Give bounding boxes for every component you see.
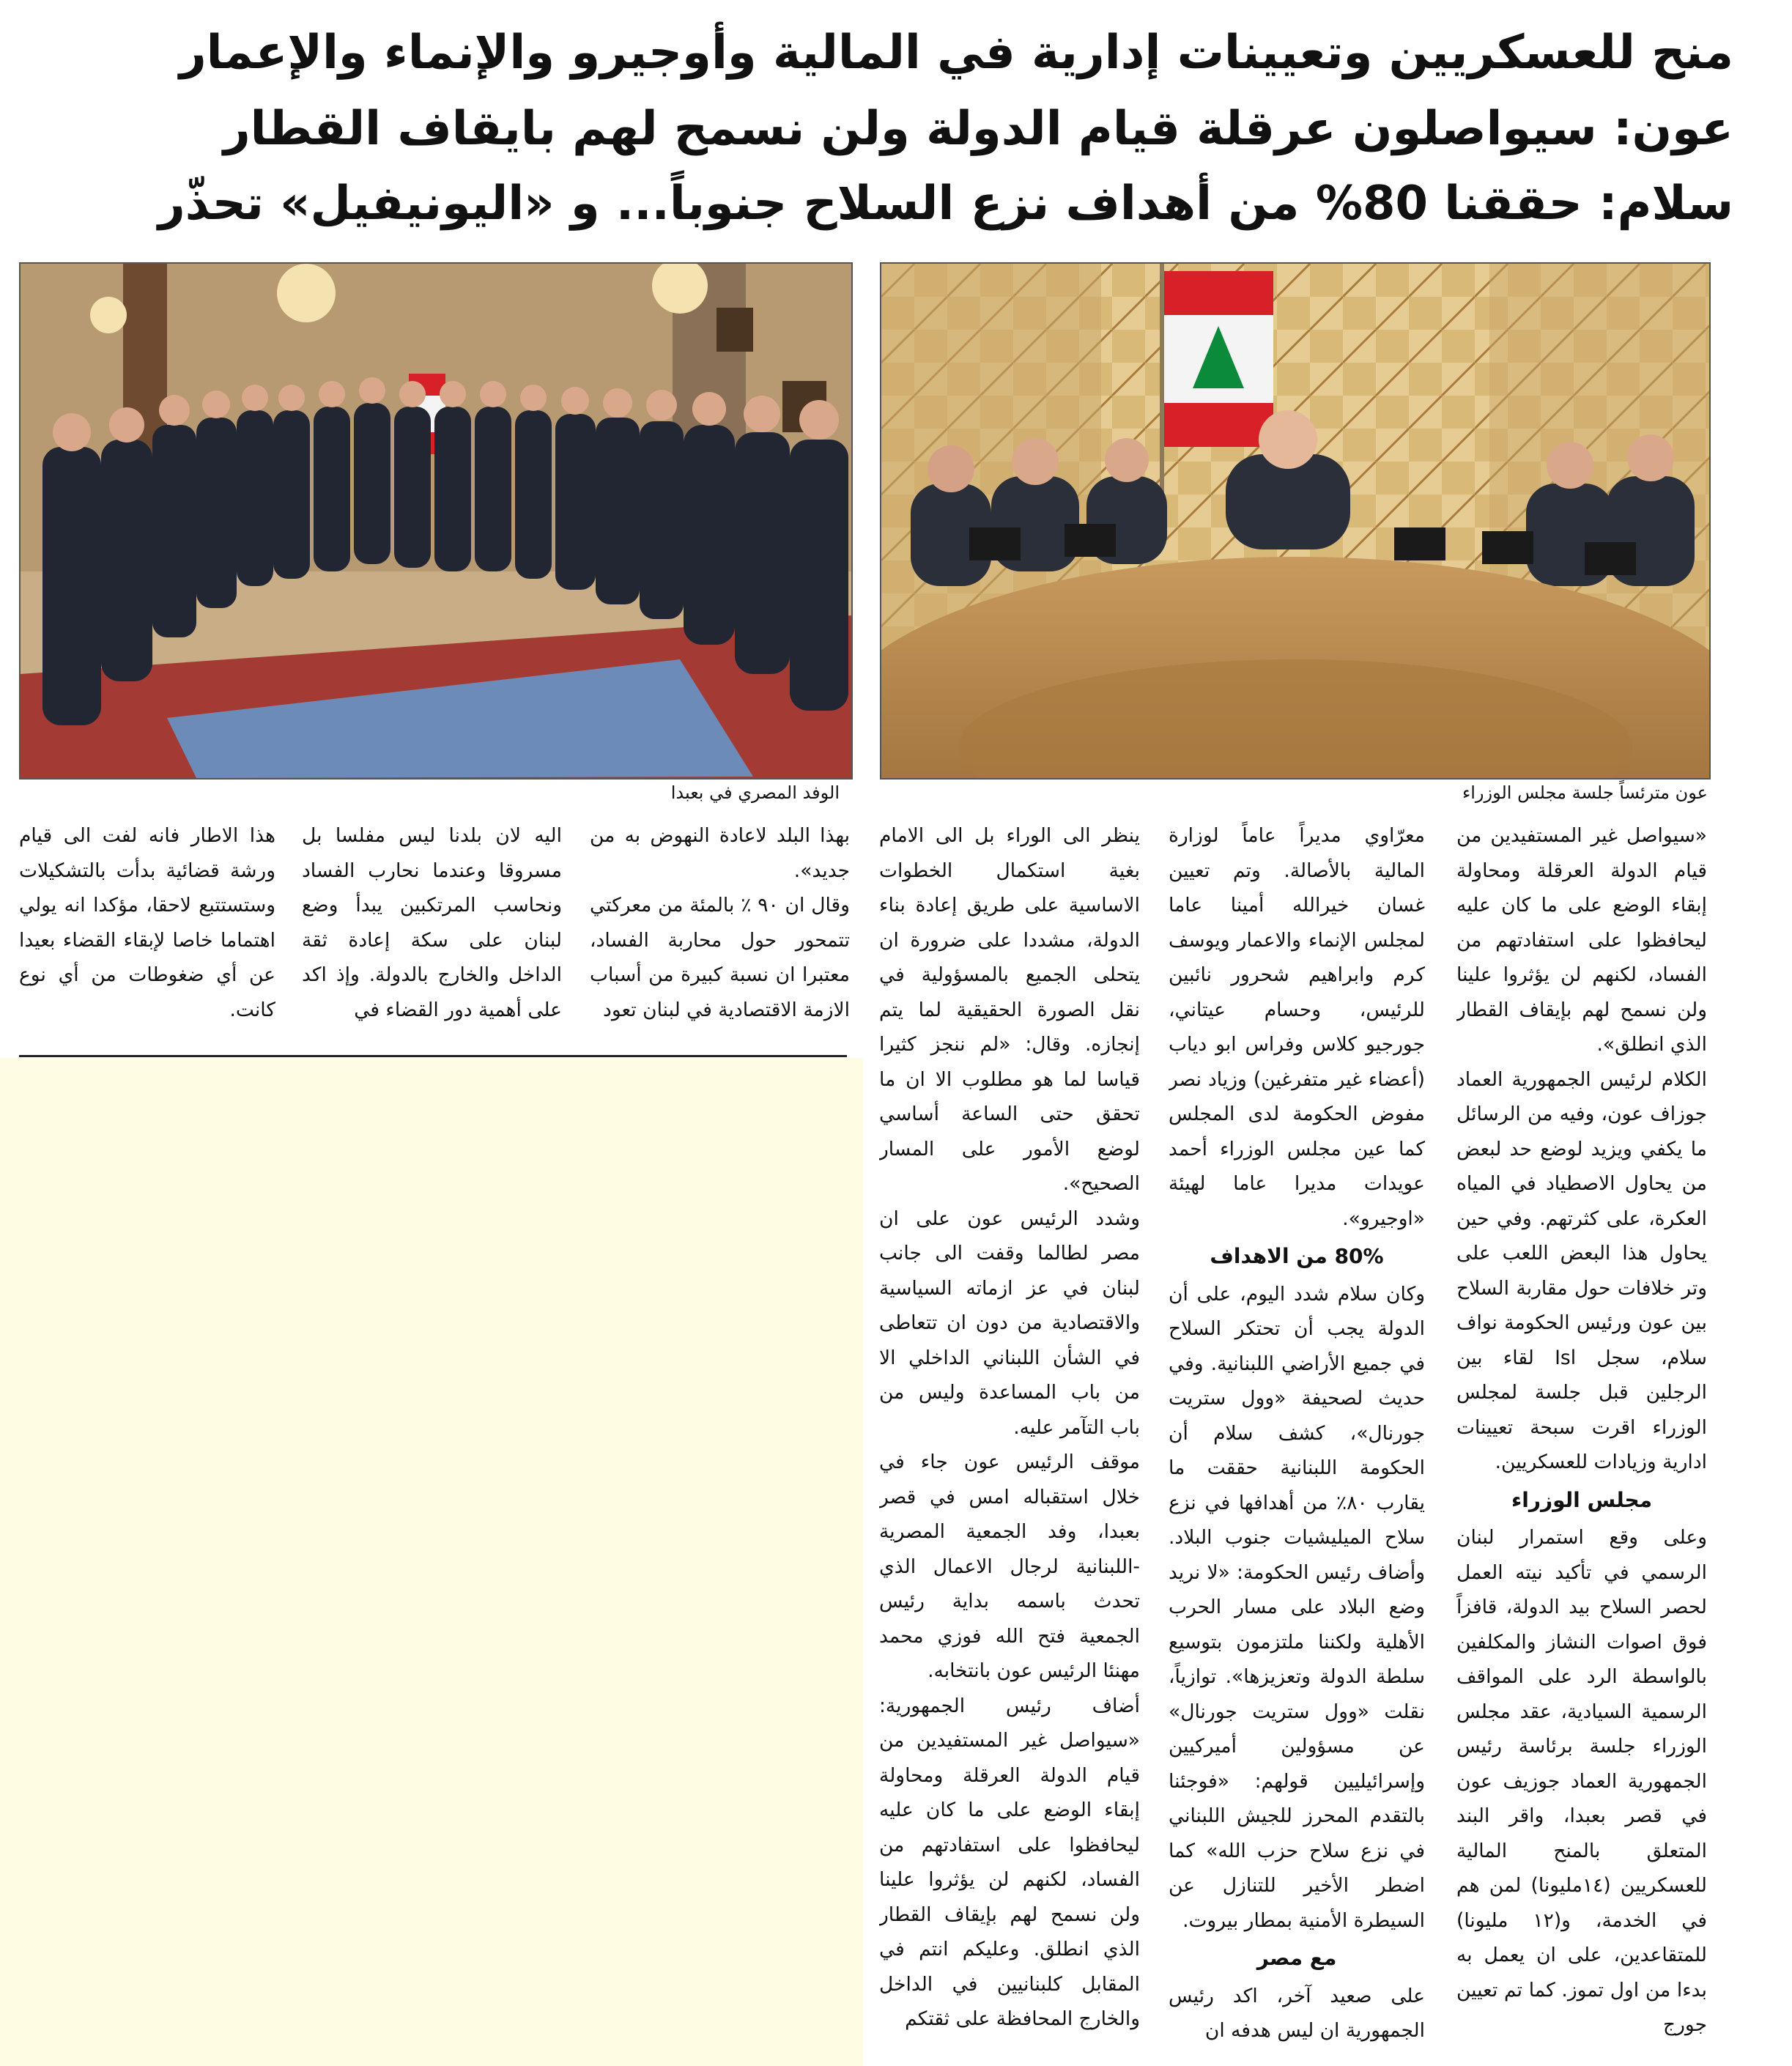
paragraph: ينظر الى الوراء بل الى الامام بغية استكمال الخطوات الاساسية على طريق إعادة بناء الدولة، مشددا على ضرورة ان يتحلى الجميع بالمسؤولية في نقل الصورة الحقيقية لما يتم إنجازه. وقال: «لم ننجز كثيرا قياسا لما هو مطلوب الا ان ما تحقق حتى الساعة أساسي لوضع الأمور على المسار الصحيح». (879, 824, 1140, 1195)
delegation-photo (19, 262, 853, 780)
paragraph: بهذا البلد لاعادة النهوض به من جديد». (590, 824, 850, 882)
article-column-6 (19, 818, 275, 1053)
article-column-5 (302, 818, 562, 1053)
paragraph: الكلام لرئيس الجمهورية العماد جوزاف عون، وفيه من الرسائل ما يكفي ويزيد لوضع حد لبعض من يحاول الاصطياد في المياه العكرة، على كثرتهم. وفي حين يحاول هذا البعض اللعب على وتر خلافات حول مقاربة السلاح بين عون ورئيس الحكومة نواف سلام، سجل Isl لقاء بين الرجلين قبل جلسة لمجلس الوزراء اقرت سبحة تعيينات ادارية وزيادات للعسكريين. (1456, 1067, 1707, 1473)
paragraph: على صعيد آخر، اكد رئيس الجمهورية ان ليس هدفه ان (1169, 1984, 1425, 2042)
article-column-2 (1169, 818, 1425, 2056)
delegation-illustration (21, 264, 851, 778)
article-column-1 (1456, 818, 1707, 2056)
subheading-egypt: مع مصر (1256, 1946, 1337, 1970)
article-column-3 (879, 818, 1140, 2056)
paragraph: وشدد الرئيس عون على ان مصر لطالما وقفت الى جانب لبنان في عز ازماته السياسية والاقتصادية من دون ان تتعاطى في الشأن اللبناني الداخلي الا من باب المساعدة وليس من باب التآمر عليه. (879, 1207, 1140, 1439)
headline-1: منح للعسكريين وتعيينات إدارية في المالية وأوجيرو والإنماء والإعمار (179, 26, 1733, 80)
paragraph: وكان سلام شدد اليوم، على أن الدولة يجب أن تحتكر السلاح في جميع الأراضي اللبنانية. وفي حديث لصحيفة «وول ستريت جورنال»، كشف سلام أن الحكومة اللبنانية حققت ما يقارب ٨٠٪ من أهدافها في نزع سلاح الميليشيات جنوب البلاد. وأضاف رئيس الحكومة: «لا نريد وضع البلاد على مسار الحرب الأهلية ولكننا ملتزمون بتوسيع سلطة الدولة وتعزيزها». توازياً، نقلت «وول ستريت جورنال» عن مسؤولين أميركيين وإسرائيليين قولهم: «فوجئنا بالتقدم المحرز للجيش اللبناني في نزع سلاح حزب الله» كما اضطر الأخير للتنازل عن السيطرة الأمنية بمطار بيروت. (1169, 1282, 1425, 1932)
headline-3: سلام: حققنا 80% من أهداف نزع السلاح جنوباً... و «اليونيفيل» تحذّر (158, 177, 1733, 231)
subheading-cabinet: مجلس الوزراء (1511, 1487, 1653, 1512)
subheading-goals: 80% من الاهداف (1210, 1244, 1384, 1268)
paragraph: وعلى وقع استمرار لبنان الرسمي في تأكيد نيته العمل لحصر السلاح بيد الدولة، قافزاً فوق اصوات النشاز والمكلفين بالواسطة الرد على المواقف الرسمية السيادية، عقد مجلس الوزراء جلسة برئاسة رئيس الجمهورية العماد جوزيف عون في قصر بعبدا، واقر البند المتعلق بالمنح المالية للعسكريين (١٤مليونا) لمن هم في الخدمة، و(١٢ مليونا) للمتقاعدين، على ان يعمل به بدءا من اول تموز. كما تم تعيين جورج (1456, 1526, 1707, 2036)
cabinet-session-photo (880, 262, 1711, 780)
paragraph: أضاف رئيس الجمهورية: «سيواصل غير المستفيدين من قيام الدولة العرقلة ومحاولة إبقاء الوضع على ما كان عليه ليحافظوا على استفادتهم من الفساد، لكنهم لن يؤثروا علينا ولن نسمح لهم بإيقاف القطار الذي انطلق. وعليكم انتم في المقابل كلبنانيين في الداخل والخارج المحافظة على ثقتكم (879, 1694, 1140, 2030)
paragraph: اليه لان بلدنا ليس مفلسا بل مسروقا وعندما نحارب الفساد ونحاسب المرتكبين يبدأ وضع لبنان على سكة إعادة ثقة الداخل والخارج بالدولة. وإذ اكد على أهمية دور القضاء في (302, 824, 562, 1021)
article-column-4 (590, 818, 850, 1053)
paragraph: هذا الاطار فانه لفت الى قيام ورشة قضائية بدأت بالتشكيلات وستستتبع لاحقا، مؤكدا انه يولي اهتماما خاصا لإبقاء القضاء بعيدا عن أي ضغوطات من أي نوع كانت. (19, 824, 275, 1021)
delegation-photo-caption: الوفد المصري في بعبدا (670, 782, 840, 803)
paragraph: وقال ان ٩٠ ٪ بالمئة من معركتي تتمحور حول محاربة الفساد، معتبرا ان نسبة كبيرة من أسباب الازمة الاقتصادية في لبنان تعود (590, 894, 850, 1021)
headline-2: عون: سيواصلون عرقلة قيام الدولة ولن نسمح لهم بايقاف القطار (223, 102, 1733, 156)
paragraph: «سيواصل غير المستفيدين من قيام الدولة العرقلة ومحاولة إبقاء الوضع على ما كان عليه ليحافظوا على استفادتهم من الفساد، لكنهم لن يؤثروا علينا ولن نسمح لهم بإيقاف القطار الذي انطلق». (1456, 824, 1707, 1056)
blank-area (0, 1058, 863, 2066)
paragraph: معرّاوي مديراً عاماً لوزارة المالية بالأصالة. وتم تعيين غسان خيرالله أمينا عاما لمجلس الإنماء والاعمار ويوسف كرم وابراهيم شحرور نائبين للرئيس، وحسام عيتاني، جورجيو كلاس وفراس ابو دياب (أعضاء غير متفرغين) وزياد نصر مفوض الحكومة لدى المجلس كما عين مجلس الوزراء أحمد عويدات مديرا عاما لهيئة «اوجيرو». (1169, 824, 1425, 1230)
cabinet-session-illustration (881, 264, 1709, 778)
paragraph: موقف الرئيس عون جاء في خلال استقباله امس في قصر بعبدا، وفد الجمعية المصرية -اللبنانية لرجال الاعمال الذي تحدث باسمه بداية رئيس الجمعية فتح الله فوزي محمد مهنئا الرئيس عون بانتخابه. (879, 1451, 1140, 1682)
article-divider (19, 1055, 847, 1057)
cabinet-photo-caption: عون مترئساً جلسة مجلس الوزراء (1462, 782, 1708, 803)
